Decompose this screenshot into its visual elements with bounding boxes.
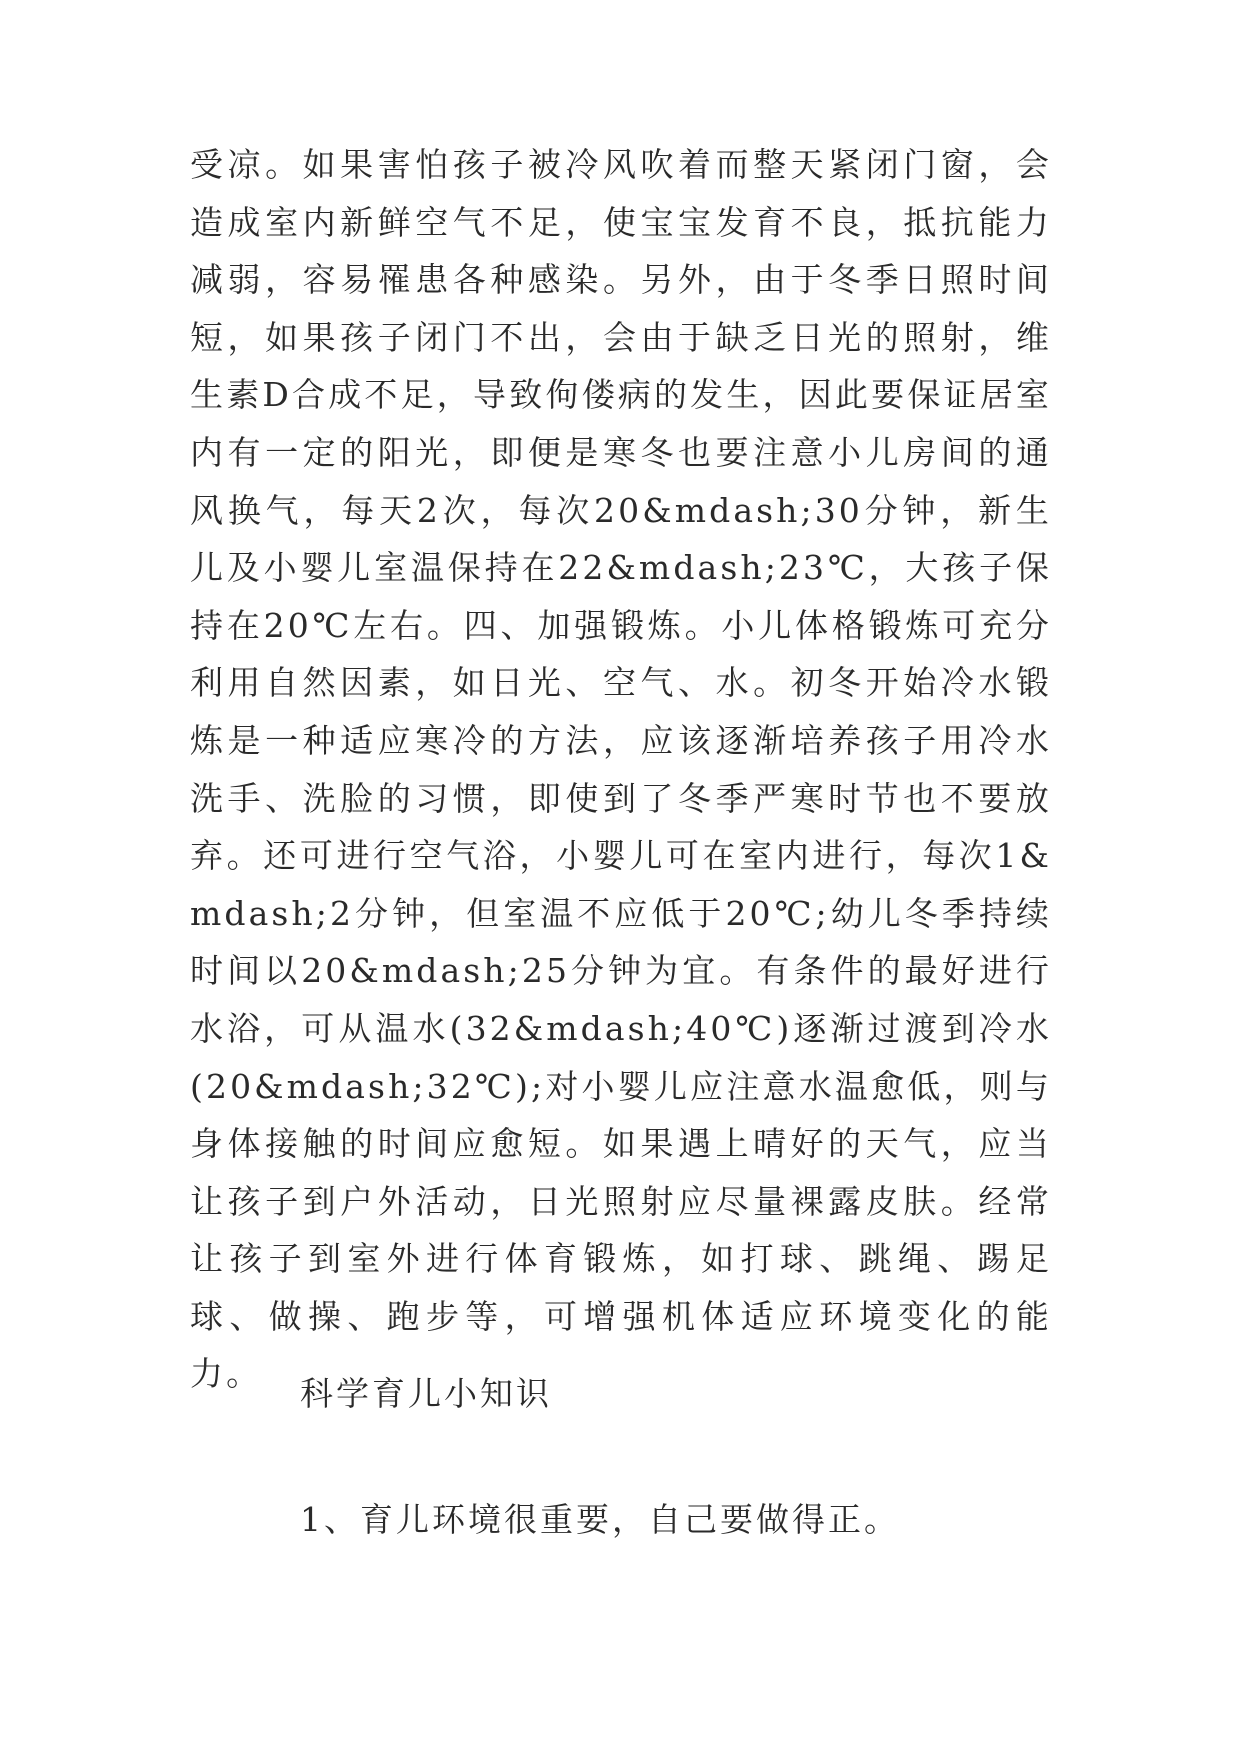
body-paragraph: 受凉。如果害怕孩子被冷风吹着而整天紧闭门窗，会造成室内新鲜空气不足，使宝宝发育不良，抵抗能力减弱，容易罹患各种感染。另外，由于冬季日照时间短，如果孩子闭门不出，会由于缺乏日光的照射，维生素D合成不足，导致佝偻病的发生，因此要保证居室内有一定的阳光，即便是寒冬也要注意小儿房间的通风换气，每天2次，每次20&mdash;30分钟，新生儿及小婴儿室温保持在22&mdash;23℃，大孩子保持在20℃左右。四、加强锻炼。小儿体格锻炼可充分利用自然因素，如日光、空气、水。初冬开始冷水锻炼是一种适应寒冷的方法，应该逐渐培养孩子用冷水洗手、洗脸的习惯，即使到了冬季严寒时节也不要放弃。还可进行空气浴，小婴儿可在室内进行，每次1&mdash;2分钟，但室温不应低于20℃;幼儿冬季持续时间以20&mdash;25分钟为宜。有条件的最好进行水浴，可从温水(32&mdash;40℃)逐渐过渡到冷水(20&mdash;32℃);对小婴儿应注意水温愈低，则与身体接触的时间应愈短。如果遇上晴好的天气，应当让孩子到户外活动，日光照射应尽量裸露皮肤。经常让孩子到室外进行体育锻炼，如打球、跳绳、踢足球、做操、跑步等，可增强机体适应环境变化的能力。 (190, 145, 1052, 1394)
list-item: 1、育儿环境很重要，自己要做得正。 (300, 1500, 900, 1539)
section-heading: 科学育儿小知识 (300, 1374, 552, 1413)
